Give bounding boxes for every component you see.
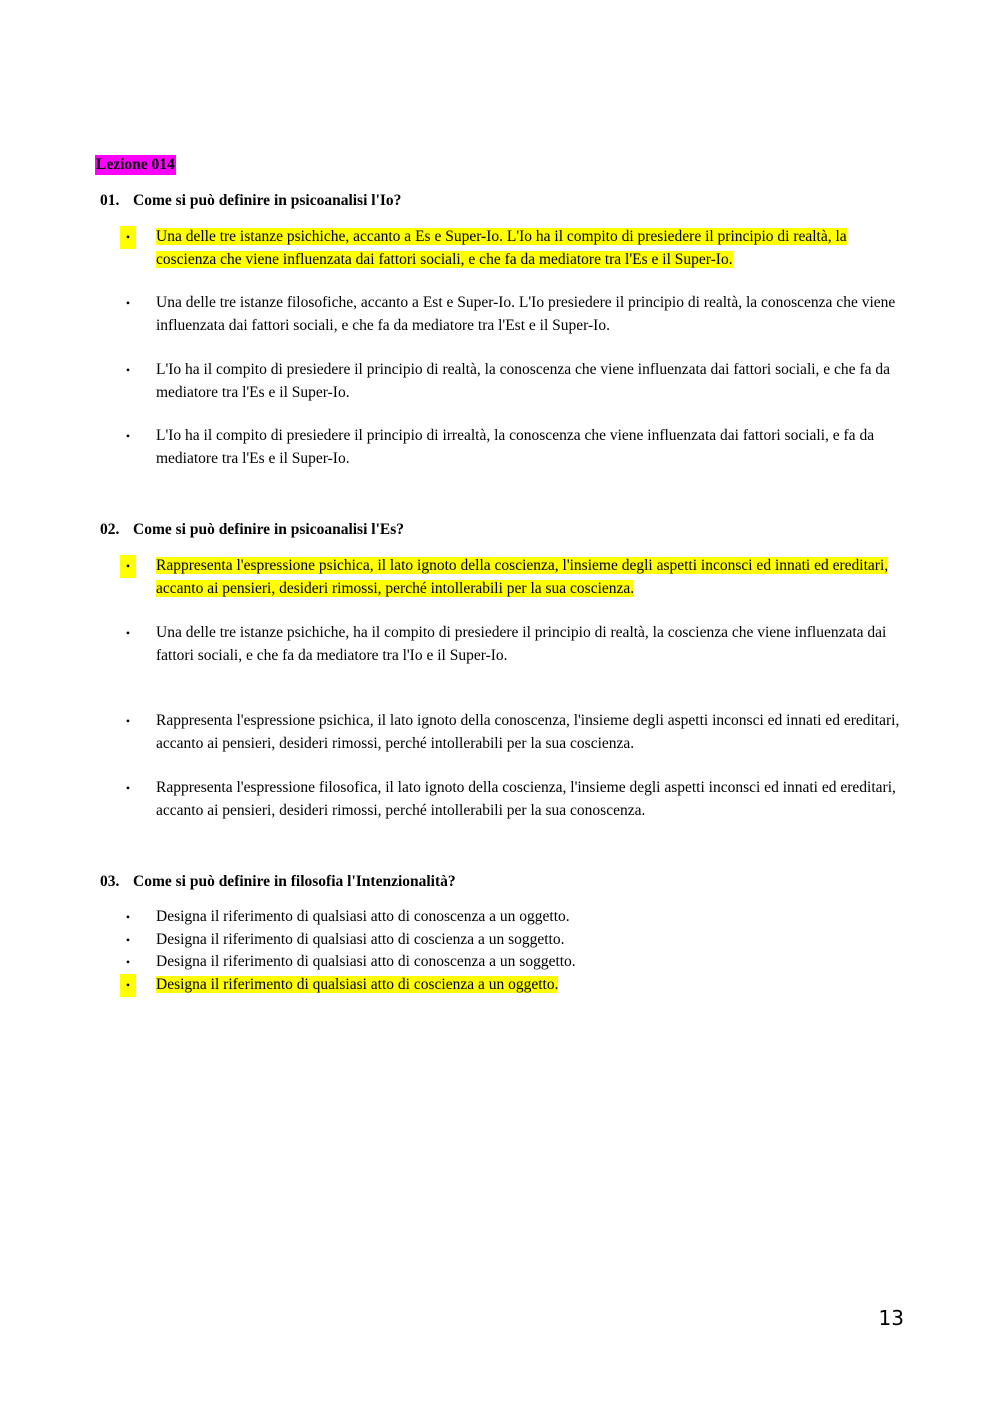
answer-text: Designa il riferimento di qualsiasi atto di coscienza a un soggetto. — [156, 931, 565, 948]
answer-text: Una delle tre istanze filosofiche, accanto a Est e Super-Io. L'Io presiedere il principio di realtà, la conoscenza che viene influenzata dai fattori sociali, e che fa da mediatore tra l'Est e il Super-Io. — [156, 294, 896, 334]
answer-item — [120, 622, 910, 667]
bullet-icon: • — [120, 555, 136, 578]
question-number: 02. — [100, 521, 120, 538]
question-number: 01. — [100, 192, 120, 209]
bullet-icon: • — [125, 363, 131, 377]
bullet-icon: • — [125, 933, 131, 947]
bullet-icon: • — [120, 226, 136, 249]
bullet-icon: • — [125, 781, 131, 795]
question-heading — [100, 872, 456, 892]
answer-item-correct — [120, 974, 910, 997]
answer-item — [120, 777, 910, 822]
question-text: Come si può definire in filosofia l'Intenzionalità? — [133, 873, 456, 890]
answer-text: Una delle tre istanze psichiche, accanto a Es e Super-Io. L'Io ha il compito di presiedere il principio di realtà, la coscienza che viene influenzata dai fattori sociali, e che fa da mediatore tra l'Es e il Super-Io. — [156, 228, 847, 268]
answer-text: Rappresenta l'espressione psichica, il lato ignoto della conoscenza, l'insieme degli aspetti inconsci ed innati ed ereditari, accanto ai pensieri, desideri rimossi, perché intollerabili per la sua coscienza. — [156, 712, 900, 752]
answer-item — [120, 951, 910, 974]
answer-item — [120, 929, 910, 952]
bullet-icon: • — [120, 974, 136, 997]
question-heading — [100, 520, 404, 540]
answer-text: Una delle tre istanze psichiche, ha il compito di presiedere il principio di realtà, la coscienza che viene influenzata dai fattori sociali, e che fa da mediatore tra l'Io e il Super-Io. — [156, 624, 887, 664]
answer-text: Designa il riferimento di qualsiasi atto di conoscenza a un oggetto. — [156, 908, 570, 925]
bullet-icon: • — [125, 714, 131, 728]
bullet-icon: • — [125, 429, 131, 443]
bullet-icon: • — [125, 296, 131, 310]
answer-item — [120, 906, 910, 929]
answer-item — [120, 292, 910, 337]
page-number: 13 — [878, 1306, 904, 1330]
answer-text: Rappresenta l'espressione psichica, il lato ignoto della coscienza, l'insieme degli aspetti inconsci ed innati ed ereditari, accanto ai pensieri, desideri rimossi, perché intollerabili per la sua coscienza. — [156, 557, 889, 597]
answer-item — [120, 425, 910, 470]
bullet-icon: • — [125, 910, 131, 924]
answer-text: Rappresenta l'espressione filosofica, il lato ignoto della coscienza, l'insieme degli aspetti inconsci ed innati ed ereditari, accanto ai pensieri, desideri rimossi, perché intollerabili per la sua conoscenza. — [156, 779, 896, 819]
answer-item — [120, 359, 910, 404]
answer-text: Designa il riferimento di qualsiasi atto di conoscenza a un soggetto. — [156, 953, 576, 970]
answer-text: L'Io ha il compito di presiedere il principio di irrealtà, la conoscenza che viene influenzata dai fattori sociali, e fa da mediatore tra l'Es e il Super-Io. — [156, 427, 875, 467]
lesson-title: Lezione 014 — [96, 156, 175, 173]
answer-item — [120, 710, 910, 755]
answer-item-correct — [120, 555, 910, 600]
question-text: Come si può definire in psicoanalisi l'Es? — [133, 521, 405, 538]
bullet-icon: • — [125, 626, 131, 640]
answer-text: L'Io ha il compito di presiedere il principio di realtà, la conoscenza che viene influenzata dai fattori sociali, e che fa da mediatore tra l'Es e il Super-Io. — [156, 361, 890, 401]
bullet-icon: • — [125, 955, 131, 969]
question-text: Come si può definire in psicoanalisi l'Io? — [133, 192, 402, 209]
answer-text: Designa il riferimento di qualsiasi atto di coscienza a un oggetto. — [156, 976, 559, 993]
question-number: 03. — [100, 873, 120, 890]
question-heading — [100, 191, 401, 211]
answer-item-correct — [120, 226, 910, 271]
